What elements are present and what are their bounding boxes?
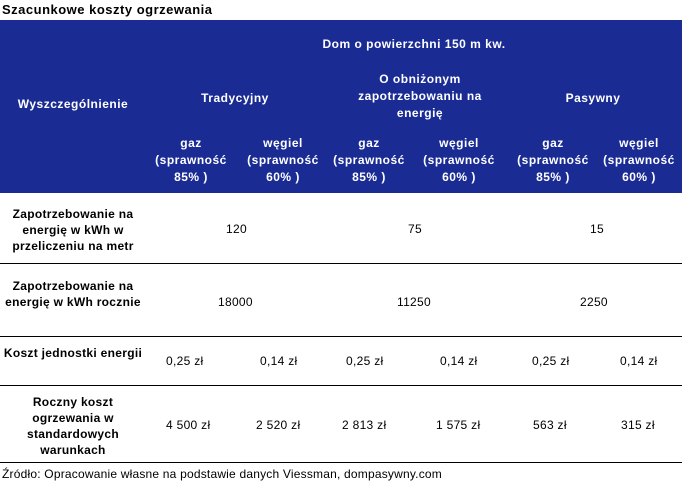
table-cell: 563 zł	[533, 418, 567, 432]
table-cell: 315 zł	[621, 418, 655, 432]
row-label: Zapotrzebowanie na energię w kWh rocznie	[5, 279, 141, 309]
table-cell: 0,14 zł	[620, 354, 658, 368]
table-cell: 4 500 zł	[166, 418, 211, 432]
table-cell: 0,25 zł	[346, 354, 384, 368]
source-note: Źródło: Opracowanie własne na podstawie danych Viessman, dompasywny.com	[2, 467, 442, 481]
subcol-wegiel-1: węgiel (sprawność 60% )	[247, 136, 319, 184]
table-title: Szacunkowe koszty ogrzewania	[2, 2, 213, 17]
table-cell: 2 813 zł	[342, 418, 387, 432]
table-cell: 11250	[397, 295, 431, 309]
subcol-gaz-3: gaz (sprawność 85% )	[517, 136, 589, 184]
row-divider	[0, 462, 682, 463]
table-cell: 2250	[580, 295, 608, 309]
subcol-wegiel-3: węgiel (sprawność 60% )	[603, 136, 675, 184]
table-cell: 0,25 zł	[166, 354, 204, 368]
subcol-gaz-1: gaz (sprawność 85% )	[155, 136, 227, 184]
group-obnizony: O obniżonym zapotrzebowaniu na energię	[358, 72, 482, 120]
group-pasywny: Pasywny	[565, 91, 621, 105]
group-tradycyjny: Tradycyjny	[201, 91, 269, 105]
table-cell: 0,25 zł	[532, 354, 570, 368]
row-divider	[0, 385, 682, 386]
table-cell: 75	[408, 222, 422, 236]
table-cell: 18000	[218, 295, 253, 309]
table-cell: 0,14 zł	[260, 354, 298, 368]
subcol-gaz-2: gaz (sprawność 85% )	[333, 136, 405, 184]
house-heading: Dom o powierzchni 150 m kw.	[322, 37, 506, 51]
row-divider	[0, 263, 682, 264]
table-cell: 0,14 zł	[440, 354, 478, 368]
row-label: Zapotrzebowanie na energię w kWh w przeliczeniu na metr	[12, 207, 134, 253]
table-cell: 15	[590, 222, 604, 236]
subcol-wegiel-2: węgiel (sprawność 60% )	[423, 136, 495, 184]
table-cell: 1 575 zł	[436, 418, 481, 432]
row-label: Koszt jednostki energii	[3, 346, 143, 360]
row-label-heading: Wyszczególnienie	[17, 97, 129, 111]
table-header	[0, 20, 682, 193]
table-cell: 120	[226, 222, 247, 236]
row-divider	[0, 336, 682, 337]
table-cell: 2 520 zł	[256, 418, 301, 432]
row-label: Roczny koszt ogrzewania w standardowych warunkach	[27, 395, 119, 457]
